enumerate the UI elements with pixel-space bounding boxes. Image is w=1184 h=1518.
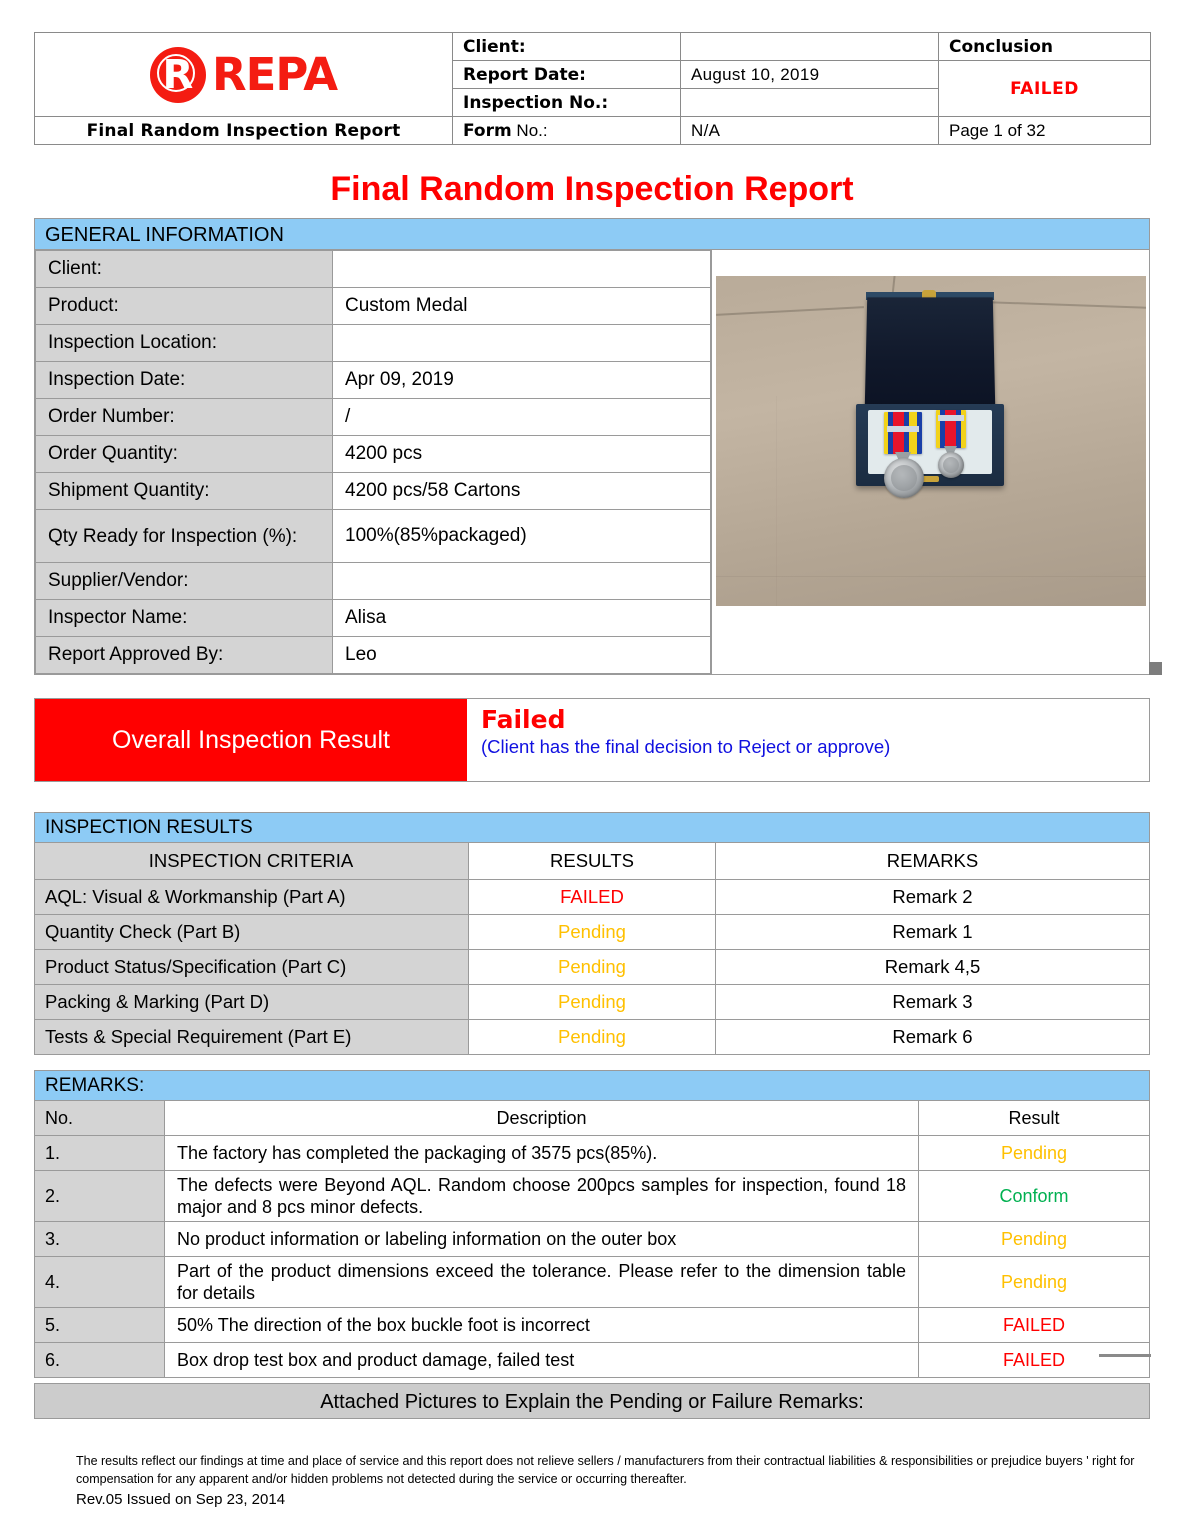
overall-result-note: (Client has the final decision to Reject or approve) — [481, 736, 891, 758]
remark-no-5: 5. — [35, 1308, 165, 1343]
remark-description-1: The factory has completed the packaging of 3575 pcs(85%). — [165, 1136, 919, 1171]
company-logo-cell — [35, 33, 453, 117]
overall-inspection-result-banner — [34, 698, 1150, 782]
header-client-value[interactable] — [681, 33, 939, 61]
result-part-c: Pending — [469, 950, 716, 985]
remark-description-2: The defects were Beyond AQL. Random choose 200pcs samples for inspection, found 18 major and 8 pcs minor defects. — [165, 1171, 919, 1222]
general-information-header: GENERAL INFORMATION — [34, 218, 1150, 250]
remark-no-4: 4. — [35, 1257, 165, 1308]
remark-description-6: Box drop test box and product damage, failed test — [165, 1343, 919, 1378]
general-information-table — [35, 250, 711, 674]
remark-no-6: 6. — [35, 1343, 165, 1378]
overall-result-status: Failed — [481, 705, 566, 734]
footer-revision: Rev.05 Issued on Sep 23, 2014 — [76, 1491, 286, 1509]
remarks-section — [34, 1070, 1150, 1378]
remarks-header: REMARKS: — [34, 1070, 1150, 1100]
header-inspection-no-label: Inspection No.: — [453, 89, 681, 117]
table-row — [35, 1171, 1150, 1222]
inspection-results-table — [34, 842, 1150, 1055]
gi-value-product[interactable]: Custom Medal — [333, 288, 711, 325]
remark-no-2: 2. — [35, 1171, 165, 1222]
remark-result-2: Conform — [919, 1171, 1150, 1222]
remark-ref-part-e: Remark 6 — [716, 1020, 1150, 1055]
report-header-table — [34, 32, 1151, 145]
remark-description-5: 50% The direction of the box buckle foot is incorrect — [165, 1308, 919, 1343]
criteria-part-d: Packing & Marking (Part D) — [35, 985, 469, 1020]
header-form-no-label: Form No.: — [453, 117, 681, 145]
product-photo — [716, 276, 1146, 606]
col-no: No. — [35, 1101, 165, 1136]
header-page-indicator: Page 1 of 32 — [939, 117, 1151, 145]
inspection-results-header: INSPECTION RESULTS — [34, 812, 1150, 842]
col-inspection-criteria: INSPECTION CRITERIA — [35, 843, 469, 880]
remarks-table-edge-handle[interactable] — [1099, 1354, 1151, 1357]
gi-label-order-number: Order Number: — [36, 399, 333, 436]
gi-value-inspection-location[interactable] — [333, 325, 711, 362]
criteria-part-e: Tests & Special Requirement (Part E) — [35, 1020, 469, 1055]
header-conclusion-value: FAILED — [939, 61, 1151, 117]
remark-result-6: FAILED — [919, 1343, 1150, 1378]
remark-description-3: No product information or labeling information on the outer box — [165, 1222, 919, 1257]
header-inspection-no-value[interactable] — [681, 89, 939, 117]
header-client-label: Client: — [453, 33, 681, 61]
gi-label-report-approved-by: Report Approved By: — [36, 637, 333, 674]
gi-label-qty-ready: Qty Ready for Inspection (%): — [36, 510, 333, 563]
remark-ref-part-b: Remark 1 — [716, 915, 1150, 950]
gi-value-order-quantity[interactable]: 4200 pcs — [333, 436, 711, 473]
gi-value-qty-ready[interactable]: 100%(85%packaged) — [333, 510, 711, 563]
header-form-title: Final Random Inspection Report — [35, 117, 453, 145]
table-header-row — [35, 1101, 1150, 1136]
gi-value-supplier-vendor[interactable] — [333, 563, 711, 600]
footer-legal-text: The results reflect our findings at time and place of service and this report does not relieve sellers / manufacturers from their contractual liabilities & responsibilities or prejudice buyers ' right for compensation for any apparent and/or hidden problems not detected during the service or occurring thereafter. — [76, 1454, 1135, 1487]
header-conclusion-label: Conclusion — [939, 33, 1151, 61]
criteria-part-b: Quantity Check (Part B) — [35, 915, 469, 950]
table-row — [35, 1257, 1150, 1308]
gi-label-shipment-quantity: Shipment Quantity: — [36, 473, 333, 510]
product-photo-cell — [711, 250, 1149, 674]
gi-value-shipment-quantity[interactable]: 4200 pcs/58 Cartons — [333, 473, 711, 510]
table-header-row — [35, 843, 1150, 880]
result-part-b: Pending — [469, 915, 716, 950]
table-row — [35, 985, 1150, 1020]
criteria-part-a: AQL: Visual & Workmanship (Part A) — [35, 880, 469, 915]
table-row — [35, 1222, 1150, 1257]
col-result: Result — [919, 1101, 1150, 1136]
gi-label-inspection-date: Inspection Date: — [36, 362, 333, 399]
gi-label-order-quantity: Order Quantity: — [36, 436, 333, 473]
inspection-results-section — [34, 812, 1150, 1055]
gi-label-inspector-name: Inspector Name: — [36, 600, 333, 637]
remark-ref-part-a: Remark 2 — [716, 880, 1150, 915]
result-part-a: FAILED — [469, 880, 716, 915]
col-results: RESULTS — [469, 843, 716, 880]
remarks-table — [34, 1100, 1150, 1378]
table-row — [35, 1343, 1150, 1378]
gi-value-order-number[interactable]: / — [333, 399, 711, 436]
attached-pictures-bar: Attached Pictures to Explain the Pending or Failure Remarks: — [34, 1383, 1150, 1419]
repa-circle-r-logo-icon: R — [150, 47, 206, 103]
gi-label-product: Product: — [36, 288, 333, 325]
page-title: Final Random Inspection Report — [330, 170, 854, 208]
header-report-date-value[interactable]: August 10, 2019 — [681, 61, 939, 89]
table-row — [35, 950, 1150, 985]
report-footer — [76, 1452, 1136, 1508]
gi-value-client[interactable] — [333, 251, 711, 288]
table-resize-handle[interactable] — [1149, 662, 1162, 675]
remark-no-1: 1. — [35, 1136, 165, 1171]
table-row — [35, 1136, 1150, 1171]
remark-result-5: FAILED — [919, 1308, 1150, 1343]
overall-result-label: Overall Inspection Result — [35, 699, 467, 781]
remark-description-4: Part of the product dimensions exceed the tolerance. Please refer to the dimension table for details — [165, 1257, 919, 1308]
criteria-part-c: Product Status/Specification (Part C) — [35, 950, 469, 985]
general-information-section — [34, 218, 1150, 675]
remark-result-1: Pending — [919, 1136, 1150, 1171]
gi-label-client: Client: — [36, 251, 333, 288]
remark-result-3: Pending — [919, 1222, 1150, 1257]
gi-value-inspection-date[interactable]: Apr 09, 2019 — [333, 362, 711, 399]
header-form-no-value[interactable]: N/A — [681, 117, 939, 145]
col-remarks: REMARKS — [716, 843, 1150, 880]
col-description: Description — [165, 1101, 919, 1136]
table-row — [35, 880, 1150, 915]
remark-ref-part-c: Remark 4,5 — [716, 950, 1150, 985]
gi-value-inspector-name[interactable]: Alisa — [333, 600, 711, 637]
result-part-d: Pending — [469, 985, 716, 1020]
table-row — [35, 915, 1150, 950]
result-part-e: Pending — [469, 1020, 716, 1055]
remark-ref-part-d: Remark 3 — [716, 985, 1150, 1020]
overall-result-value-group — [467, 699, 1149, 781]
header-report-date-label: Report Date: — [453, 61, 681, 89]
remark-no-3: 3. — [35, 1222, 165, 1257]
table-row — [35, 1020, 1150, 1055]
logo-wordmark: REPA — [211, 48, 338, 101]
gi-value-report-approved-by[interactable]: Leo — [333, 637, 711, 674]
table-row — [35, 1308, 1150, 1343]
gi-label-supplier-vendor: Supplier/Vendor: — [36, 563, 333, 600]
remark-result-4: Pending — [919, 1257, 1150, 1308]
gi-label-inspection-location: Inspection Location: — [36, 325, 333, 362]
